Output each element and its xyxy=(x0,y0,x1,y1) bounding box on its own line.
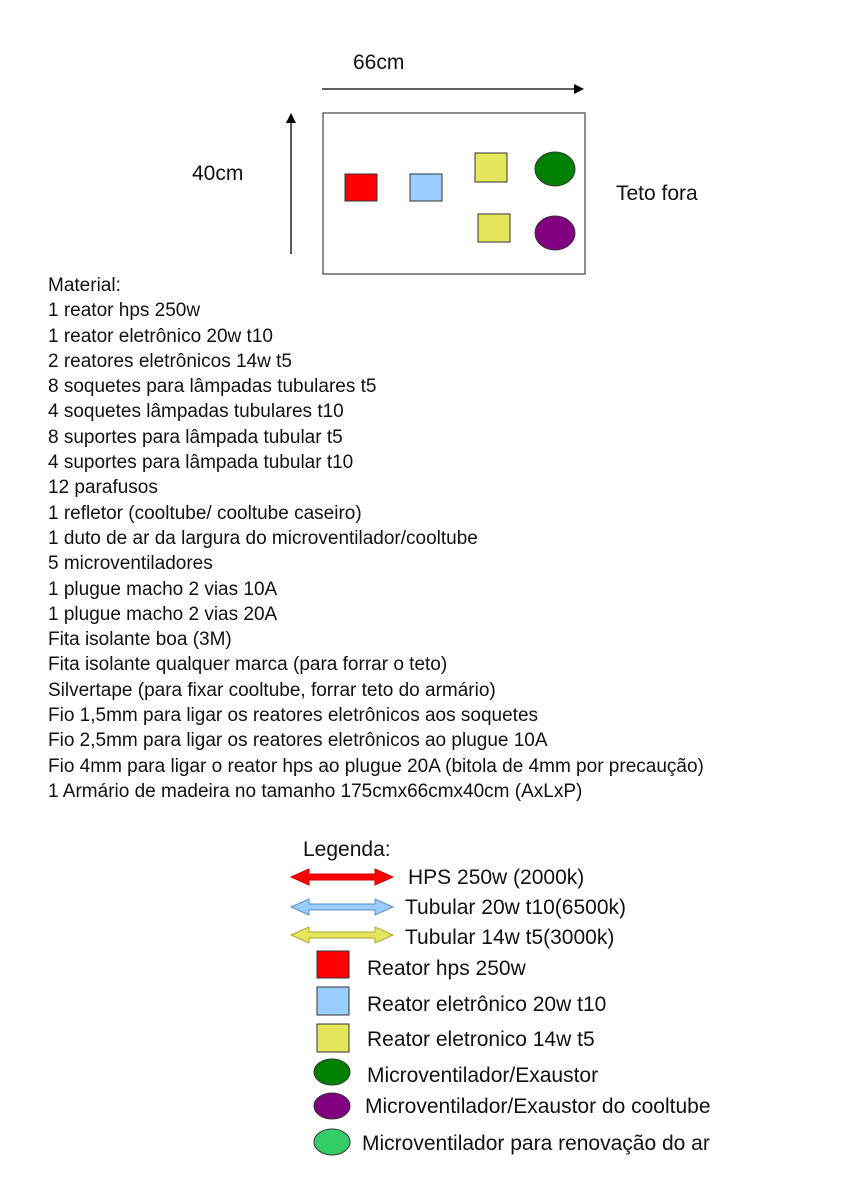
material-item: Fio 1,5mm para ligar os reatores eletrônicos aos soquetes xyxy=(48,705,539,727)
legend-label-t5-ballast: Reator eletronico 14w t5 xyxy=(367,1028,595,1051)
material-item: Fio 4mm para ligar o reator hps ao plugue 20A (bitola de 4mm por precaução) xyxy=(48,755,704,777)
legend-title: Legenda: xyxy=(303,838,391,861)
legend-hps-ballast-square xyxy=(317,951,349,978)
material-item: 1 plugue macho 2 vias 10A xyxy=(48,578,278,600)
t5-ballast-square-2 xyxy=(478,214,510,242)
legend-label-hps-ballast: Reator hps 250w xyxy=(367,957,526,980)
legend-label-cooltube-fan: Microventilador/Exaustor do cooltube xyxy=(365,1095,711,1118)
legend-label-hps: HPS 250w (2000k) xyxy=(408,866,585,889)
material-item: 2 reatores eletrônicos 14w t5 xyxy=(48,350,292,372)
material-item: 5 microventiladores xyxy=(48,553,213,575)
legend-label-t10: Tubular 20w t10(6500k) xyxy=(405,896,627,919)
material-item: Fita isolante boa (3M) xyxy=(48,629,232,651)
t10-ballast-square xyxy=(410,174,442,201)
side-label: Teto fora xyxy=(616,182,698,205)
legend-t10-arrow xyxy=(291,899,393,915)
legend-label-t10-ballast: Reator eletrônico 20w t10 xyxy=(367,993,607,1016)
legend-label-t5: Tubular 14w t5(3000k) xyxy=(405,926,615,949)
exhaust-fan-circle xyxy=(535,152,575,186)
material-heading: Material: xyxy=(48,275,121,296)
legend-label-air-renewal-fan: Microventilador para renovação do ar xyxy=(362,1132,710,1155)
legend-exhaust-fan-circle xyxy=(314,1059,350,1085)
material-item: Silvertape (para fixar cooltube, forrar teto do armário) xyxy=(48,679,496,701)
material-item: 4 soquetes lâmpadas tubulares t10 xyxy=(48,401,344,423)
material-item: 12 parafusos xyxy=(48,477,158,499)
width-label: 66cm xyxy=(353,51,405,74)
legend-label-exhaust-fan: Microventilador/Exaustor xyxy=(367,1064,599,1087)
hps-ballast-square xyxy=(345,174,377,201)
material-item: 1 plugue macho 2 vias 20A xyxy=(48,603,278,625)
material-item: 8 suportes para lâmpada tubular t5 xyxy=(48,426,343,448)
legend-cooltube-fan-circle xyxy=(314,1093,350,1119)
height-label: 40cm xyxy=(192,162,244,185)
material-item: 1 reator hps 250w xyxy=(48,300,201,322)
material-item: 8 soquetes para lâmpadas tubulares t5 xyxy=(48,376,377,398)
legend-t5-arrow xyxy=(291,927,393,943)
material-list xyxy=(48,273,828,804)
legend-t10-ballast-square xyxy=(317,987,349,1015)
material-item: Fio 2,5mm para ligar os reatores eletrônicos ao plugue 10A xyxy=(48,730,548,752)
material-item: Fita isolante qualquer marca (para forrar o teto) xyxy=(48,654,448,676)
legend-air-renewal-fan-circle xyxy=(314,1129,350,1155)
t5-ballast-square-1 xyxy=(475,153,507,182)
material-item: 4 suportes para lâmpada tubular t10 xyxy=(48,452,354,474)
legend-hps-arrow xyxy=(291,869,393,885)
material-item: 1 reator eletrônico 20w t10 xyxy=(48,325,273,347)
material-item: 1 refletor (cooltube/ cooltube caseiro) xyxy=(48,502,362,524)
material-item: 1 duto de ar da largura do microventilador/cooltube xyxy=(48,527,478,549)
material-item: 1 Armário de madeira no tamanho 175cmx66cmx40cm (AxLxP) xyxy=(48,780,583,802)
legend-t5-ballast-square xyxy=(317,1024,349,1052)
cooltube-fan-circle xyxy=(535,216,575,250)
